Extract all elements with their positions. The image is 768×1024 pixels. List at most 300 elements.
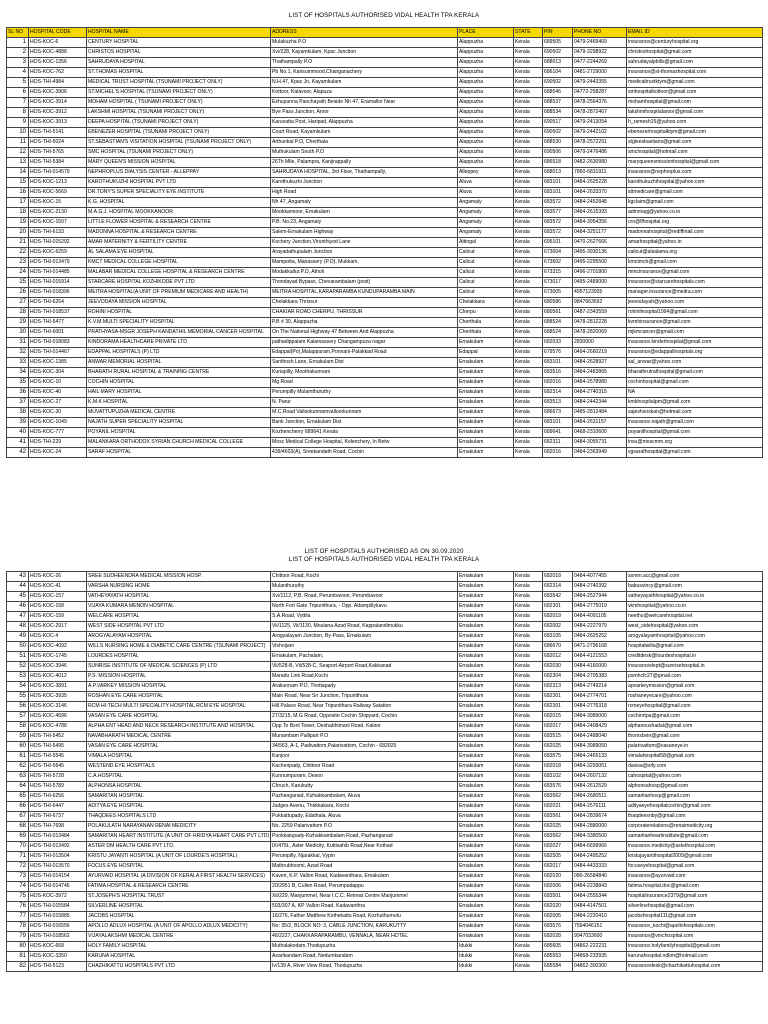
cell-place: Ernakulam [458,872,514,882]
cell-sl-no: 46 [7,602,29,612]
cell-sl-no: 13 [7,158,29,168]
cell-hospital-code: HOS-KOC-40 [29,388,87,398]
cell-phone-no: 0484-2612529 [573,782,627,792]
cell-place: Ernakulam [458,882,514,892]
cell-sl-no: 22 [7,248,29,258]
cell-place: Ernakulam [458,622,514,632]
cell-pin: 683572 [543,198,573,208]
cell-sl-no: 15 [7,178,29,188]
cell-pin: 683516 [543,368,573,378]
cell-sl-no: 38 [7,408,29,418]
cell-hospital-name: MADONNA HOSPITAL & RESEARCH CENTRE [87,228,271,238]
cell-place: Ernakulam [458,782,514,792]
table-row [7,812,763,822]
cell-hospital-code: HOS-KOC-3935 [29,692,87,702]
table-row [7,88,763,98]
cell-state: Kerala [514,78,543,88]
cell-pin: 680586 [543,298,573,308]
table-row [7,842,763,852]
cell-hospital-code: HOS-THI-5141 [29,128,87,138]
cell-place: Ernakulam [458,722,514,732]
cell-sl-no: 71 [7,852,29,862]
cell-phone-no: 0484-3989000 [573,712,627,722]
cell-pin: 683575 [543,752,573,762]
cell-pin: 673602 [543,258,573,268]
cell-hospital-name: VASAN EYE CARE HOSPITAL [87,742,271,752]
cell-pin: 686104 [543,68,573,78]
cell-state: Kerala [514,178,543,188]
cell-hospital-name: VATHEYAYATH HOSPITAL [87,592,271,602]
cell-hospital-name: ROHINI HOSPITAL [87,308,271,318]
table-row [7,682,763,692]
cell-hospital-code: HOS-KOC-3912 [29,108,87,118]
cell-email-id: vgsarafhospital@gmail.com [627,448,763,458]
cell-place: Calicut [458,288,514,298]
cell-hospital-name: ST.SEBASTIAN'S VISITATION HOSPITAL (TSUNAMI PROJECT ONLY) [87,138,271,148]
table-row [7,772,763,782]
cell-phone-no: 0484-2555344 [573,892,627,902]
table-row [7,622,763,632]
cell-hospital-name: CHAZHIKATTU HOSPITALS PVT LTD [87,962,271,972]
cell-pin: 688013 [543,58,573,68]
cell-state: Kerala [514,98,543,108]
cell-hospital-code: HOS-THI-015885 [29,912,87,922]
cell-email-id: kgclaim@gmail.com [627,198,763,208]
cell-email-id: insurance@st-thomashospital.com [627,68,763,78]
cell-hospital-name: KRISTU JAYANTI HOSPITAL (A UNIT OF LOURDE'S HOSPITAL) [87,852,271,862]
cell-hospital-code: HOS-THI-013492 [29,842,87,852]
cell-hospital-code: HOS-KOC-4596 [29,712,87,722]
cell-phone-no: 0484-2607132 [573,772,627,782]
cell-pin: 683576 [543,782,573,792]
cell-state: Kerala [514,612,543,622]
cell-hospital-code: HOS-KOC-41 [29,582,87,592]
cell-address: Main Road, Near Sn Junction, Tripunithura [271,692,458,702]
cell-address: Karothukuzhi Junction [271,178,458,188]
cell-address: Pazhanganad, Kizhakkambalam, Aluva [271,792,458,802]
table-row [7,358,763,368]
cell-hospital-name: PRATHYASA-MSGR JOSEPH KANDATHIL MEMORIAL CANCER HOSPITAL [87,328,271,338]
table-row [7,98,763,108]
cell-pin: 682301 [543,692,573,702]
cell-pin: 682017 [543,862,573,872]
table-row [7,932,763,942]
cell-phone-no: 0484-2615393 [573,208,627,218]
cell-hospital-name: JACOBS HOSPITAL [87,912,271,922]
cell-state: Kerala [514,872,543,882]
cell-phone-no: 2830000 [573,338,627,348]
table-row [7,722,763,732]
header-address: ADDRESS [271,28,458,38]
cell-address: Opp To Bsnl Tower, Deshabhimani Road, Kaloor [271,722,458,732]
cell-hospital-code: HOS-THI-014154 [29,872,87,882]
cell-phone-no: 0484-2631157 [573,418,627,428]
cell-sl-no: 56 [7,702,29,712]
cell-hospital-code: HOS-THI-018396 [29,288,87,298]
cell-hospital-code: HOS-KOC-30 [29,408,87,418]
cell-address: Vii/528-B, Vii/528-C, Seaport-Airport Road,Kakkanad [271,662,458,672]
cell-hospital-code: HOS-KOC-4012 [29,672,87,682]
cell-sl-no: 33 [7,358,29,368]
cell-pin: 683572 [543,228,573,238]
cell-email-id: maryqueensmissionhospital@gmail.com [627,158,763,168]
cell-state: Kerala [514,48,543,58]
cell-hospital-code: HOS-THI-4984 [29,78,87,88]
table-row [7,308,763,318]
cell-place: Ernakulam [458,772,514,782]
cell-email-id: insu@moscmm.org [627,438,763,448]
cell-phone-no: 0484-3055731 [573,438,627,448]
cell-address: Chelakkara Thrissur [271,298,458,308]
cell-pin: 682016 [543,378,573,388]
cell-hospital-code: HOS-KOC-2130 [29,208,87,218]
cell-hospital-name: SARAF HOSPITAL [87,448,271,458]
cell-email-id: west_sidehospital@yahoo.com [627,622,763,632]
cell-state: Kerala [514,408,543,418]
cell-place: Ernakulam [458,572,514,582]
cell-email-id: roshaneyecare@yahoo.com [627,692,763,702]
cell-email-id: samaritanhosp@gmail.com [627,792,763,802]
cell-email-id: alphanoushadal@gmail.com [627,722,763,732]
cell-email-id: vkmhospital@yahoo.co.in [627,602,763,612]
cell-pin: 683515 [543,732,573,742]
cell-place: Ernakulam [458,358,514,368]
cell-phone-no: 0484-2227979 [573,622,627,632]
cell-email-id: insurance@edappalhospitals.org [627,348,763,358]
cell-pin: 680561 [543,308,573,318]
cell-pin: 683101 [543,188,573,198]
cell-pin: 682030 [543,662,573,672]
cell-hospital-name: MEDICAL TRUST HOSPITAL (TSUNAMI PROJECT ONLY) [87,78,271,88]
cell-sl-no: 27 [7,298,29,308]
cell-email-id: insurance@nephroplus.com [627,168,763,178]
cell-state: Kerala [514,218,543,228]
cell-pin: 689505 [543,38,573,48]
cell-address: Kochery Junction,Virunthiyod Lane [271,238,458,248]
cell-phone-no: 0484-3380500 [573,832,627,842]
cell-address: S.A.Road, Vyttila [271,612,458,622]
cell-hospital-code: HOS-THI-014467 [29,348,87,358]
cell-phone-no: 0484-4147501 [573,902,627,912]
cell-email-id: insurance_kochi@apollohospitals.com [627,922,763,932]
cell-email-id: adityaeyehospitalcochin@gmail.com [627,802,763,812]
table-row [7,368,763,378]
cell-hospital-code: HOS-KOC-1507 [29,218,87,228]
cell-hospital-name: LOURDES HOSPITAL [87,652,271,662]
cell-email-id: sttmedicare@gmail.com [627,188,763,198]
cell-address: Arayadathupalam Junction [271,248,458,258]
table-row [7,418,763,428]
cell-sl-no: 66 [7,802,29,812]
cell-place: Ernakulam [458,802,514,812]
cell-phone-no: 0495-2489000 [573,278,627,288]
cell-pin: 695101 [543,238,573,248]
cell-sl-no: 51 [7,652,29,662]
cell-state: Kerala [514,148,543,158]
cell-state: Kerala [514,358,543,368]
cell-address: Kottoor, Kalavoor, Alapuza [271,88,458,98]
cell-state: Kerala [514,932,543,942]
cell-sl-no: 11 [7,138,29,148]
cell-email-id: insurancedept@sunrisehospital.in [627,662,763,672]
cell-address: Ezhupunna Panchayath Beside Nh 47, Eramallor Near [271,98,458,108]
cell-pin: 682304 [543,672,573,682]
header-hospital-name: HOSPITAL NAME [87,28,271,38]
cell-address: Salem-Ernakulam Highway [271,228,458,238]
cell-phone-no: 04862-300300 [573,962,627,972]
cell-sl-no: 24 [7,268,29,278]
cell-hospital-name: C.A.HOSPITAL [87,772,271,782]
table-row [7,118,763,128]
cell-hospital-code: HOS-THI-013479 [29,258,87,268]
cell-phone-no: 0484-2774701 [573,692,627,702]
cell-hospital-name: KMCT MEDICAL COLLEGE HOSPITAL [87,258,271,268]
cell-pin: 682301 [543,702,573,712]
cell-address: N. Parur [271,398,458,408]
cell-hospital-name: JEEVODAYA MISSION HOSPITAL [87,298,271,308]
cell-state: Kerala [514,338,543,348]
cell-email-id: neethu@welcarehospital.net [627,612,763,622]
cell-phone-no: 0484-2680511 [573,792,627,802]
cell-phone-no: 0478-2564376 [573,98,627,108]
cell-email-id: insurance.kinderhospital@gmail.com [627,338,763,348]
cell-address: 34/563, A-1, Padivattom,Palarivattom, Cochin - 682025 [271,742,458,752]
cell-address: Hill Palace Road, Near Tripunithura Railway Satation [271,702,458,712]
cell-phone-no: 080-26584840 [573,872,627,882]
cell-pin: 682301 [543,602,573,612]
cell-pin: 673004 [543,248,573,258]
cell-pin: 682006 [543,882,573,892]
cell-address: Modakkallur.P.O, Atholi [271,268,458,278]
cell-hospital-name: AYURVAID HOSPITAL (A DIVISION OF KERALA FIRST HEALTH SERVICES) [87,872,271,882]
cell-phone-no: 04868-233935 [573,952,627,962]
cell-email-id: karothukuzhihospital@yahoo.com [627,178,763,188]
cell-place: Ernakulam [458,752,514,762]
table-row [7,448,763,458]
cell-place: Ernakulam [458,912,514,922]
table-row [7,228,763,238]
cell-state: Kerala [514,118,543,128]
cell-phone-no: 0478-2812228 [573,318,627,328]
cell-place: Ernakulam [458,388,514,398]
cell-email-id: kmctmch@gmail.com [627,258,763,268]
cell-hospital-name: SMC HOSPITAL (TSUNAMI PROJECT ONLY) [87,148,271,158]
cell-pin: 682314 [543,388,573,398]
table-row [7,328,763,338]
cell-email-id: insurance@vmchospital.com [627,932,763,942]
cell-sl-no: 77 [7,912,29,922]
cell-hospital-name: SAMARITAN HEART INSTITUTE (A UNIT OF HRIDYA HEART CARE PVT LTD) [87,832,271,842]
cell-address: Kozhencherry 689641 Kerala [271,428,458,438]
cell-phone-no: 0484-2625252 [573,632,627,642]
cell-phone-no: 0481-2729000 [573,68,627,78]
cell-phone-no: 0484-2527944 [573,592,627,602]
cell-hospital-code: HOS-THI-5728 [29,772,87,782]
cell-email-id: poyanilhospital@gmail.com [627,428,763,438]
cell-place: Aluva [458,178,514,188]
table-row [7,208,763,218]
cell-address: Xvi/1112, P.B. Road, Perumbavoor, Perumbavoor [271,592,458,602]
cell-place: Calicut [458,248,514,258]
cell-place: Ernakulam [458,672,514,682]
cell-hospital-code: HOS-THI-5384 [29,158,87,168]
cell-place: Alappuzha [458,48,514,58]
cell-pin: 682314 [543,582,573,592]
cell-place: Ernakulam [458,582,514,592]
table-row [7,248,763,258]
cell-hospital-name: FATIMA HOSPITAL & RESEARCH CENTRE [87,882,271,892]
cell-phone-no: 0484-2705383 [573,672,627,682]
table-row [7,178,763,188]
cell-sl-no: 37 [7,398,29,408]
cell-state: Kerala [514,582,543,592]
cell-pin: 683501 [543,892,573,902]
cell-sl-no: 5 [7,78,29,88]
cell-phone-no: 0484-2488040 [573,732,627,742]
cell-phone-no: 0484-4433333 [573,862,627,872]
cell-hospital-code: HOS-THI-5024 [29,138,87,148]
header-hospital-code: HOSPITAL CODE [29,28,87,38]
cell-state: Kerala [514,942,543,952]
cell-phone-no: 9947033600 [573,932,627,942]
cell-sl-no: 64 [7,782,29,792]
table-row [7,632,763,642]
cell-place: Alappuzha [458,98,514,108]
cell-phone-no: 0484-4091105 [573,612,627,622]
cell-hospital-name: KAROTHUKUZHI HOSPITAL PVT LTD [87,178,271,188]
cell-email-id: davisa@sify.com [627,762,763,772]
table-row [7,602,763,612]
cell-pin: 683102 [543,772,573,782]
cell-phone-no: 0479-2476486 [573,148,627,158]
table-row [7,902,763,912]
cell-place: Ernakulam [458,792,514,802]
cell-phone-no: 0468-2310600 [573,428,627,438]
cell-email-id: christoshospital@gmail.com [627,48,763,58]
cell-place: Angamaly [458,198,514,208]
cell-pin: 690517 [543,118,573,128]
cell-email-id: rcmeyehospital@gmail.com [627,702,763,712]
cell-phone-no: 0495-3930136 [573,248,627,258]
cell-sl-no: 79 [7,932,29,942]
table-row [7,168,763,178]
cell-place: Alappuzha [458,78,514,88]
cell-hospital-code: HOS-KOC-10 [29,378,87,388]
cell-phone-no: 0484-2238843 [573,882,627,892]
cell-place: Idukki [458,962,514,972]
cell-hospital-name: A.P.VARKEY MISSION HOSPITAL [87,682,271,692]
cell-phone-no: 0479-3298922 [573,48,627,58]
cell-sl-no: 72 [7,862,29,872]
table-row [7,348,763,358]
cell-address: Santhosh Lane, Ernakulam Dist [271,358,458,368]
cell-email-id: mjkmcancer@gmail.com [627,328,763,338]
cell-pin: 682020 [543,902,573,912]
cell-hospital-name: WESTEND EYE HOSPITALS [87,762,271,772]
cell-email-id: mmcinsurance@gmail.com [627,268,763,278]
cell-pin: 689641 [543,428,573,438]
cell-address: Mulanthuruthy [271,582,458,592]
cell-state: Kerala [514,662,543,672]
cell-state: Kerala [514,682,543,692]
table-row [7,672,763,682]
cell-sl-no: 67 [7,812,29,822]
cell-state: Kerala [514,912,543,922]
cell-hospital-code: HOS-KOC-4888 [29,48,87,58]
cell-email-id: insurancedesk@chazhikattuhospital.com [627,962,763,972]
cell-sl-no: 43 [7,572,29,582]
cell-state: Kerala [514,188,543,198]
cell-pin: 673005 [543,288,573,298]
cell-phone-no: 0484-2776318 [573,702,627,712]
cell-state: Kerala [514,812,543,822]
table-header-row [7,28,763,38]
cell-place: Angamaly [458,208,514,218]
cell-sl-no: 53 [7,672,29,682]
table-row [7,792,763,802]
cell-pin: 682025 [543,742,573,752]
cell-address: Chittoor Road, Kochi [271,572,458,582]
cell-address: 20/2951 B, Cullen Road, Perumpadappu [271,882,458,892]
cell-state: Kerala [514,642,543,652]
cell-phone-no: 0484-2628927 [573,358,627,368]
cell-state: Kerala [514,622,543,632]
cell-address: On The National Highway 47 Between And Alappuzha [271,328,458,338]
cell-hospital-code: HOS-THI-5545 [29,752,87,762]
cell-hospital-code: HOS-KOC-1213 [29,178,87,188]
table-row [7,952,763,962]
cell-email-id: medicaltrustktym@gmail.com [627,78,763,88]
cell-hospital-name: AROGYALAYAM HOSPITAL [87,632,271,642]
cell-place: Ernakulam [458,812,514,822]
cell-address: Maradu Link Road,Kochi [271,672,458,682]
cell-sl-no: 30 [7,328,29,338]
table-row [7,108,763,118]
cell-place: Ernakulam [458,732,514,742]
cell-state: Kerala [514,428,543,438]
cell-hospital-name: VARSHA NURSING HOME [87,582,271,592]
table-row [7,782,763,792]
cell-hospital-name: MALANKARA ORTHODOX SYRIAN CHURCH MEDICAL COLLEGE [87,438,271,448]
table-row [7,438,763,448]
cell-state: Kerala [514,198,543,208]
cell-pin: 686670 [543,642,573,652]
cell-email-id: madonnahospital@rediffmail.com [627,228,763,238]
cell-sl-no: 55 [7,692,29,702]
cell-sl-no: 52 [7,662,29,672]
cell-state: Kerala [514,752,543,762]
cell-state: Kerala [514,68,543,78]
cell-place: Attingal [458,238,514,248]
table-row [7,802,763,812]
cell-address: Karuvatta Post, Haripad, Alappuzha [271,118,458,128]
cell-hospital-code: HOS-THI-018083 [29,338,87,348]
cell-sl-no: 21 [7,238,29,248]
cell-state: Kerala [514,602,543,612]
cell-hospital-code: HOS-THI-016556 [29,922,87,932]
cell-place: Cherthala [458,318,514,328]
cell-hospital-code: HOS-THI-5123 [29,962,87,972]
cell-hospital-name: HAIL MARY HOSPITAL [87,388,271,398]
cell-hospital-code: HOS-KOC-4788 [29,722,87,732]
cell-place: Ernakulam [458,438,514,448]
header-state: STATE [514,28,543,38]
cell-sl-no: 57 [7,712,29,722]
table-row [7,832,763,842]
cell-address: 503/307 A, KP Vallon Road, Kadavanthra [271,902,458,912]
table-row [7,298,763,308]
cell-pin: 682025 [543,822,573,832]
